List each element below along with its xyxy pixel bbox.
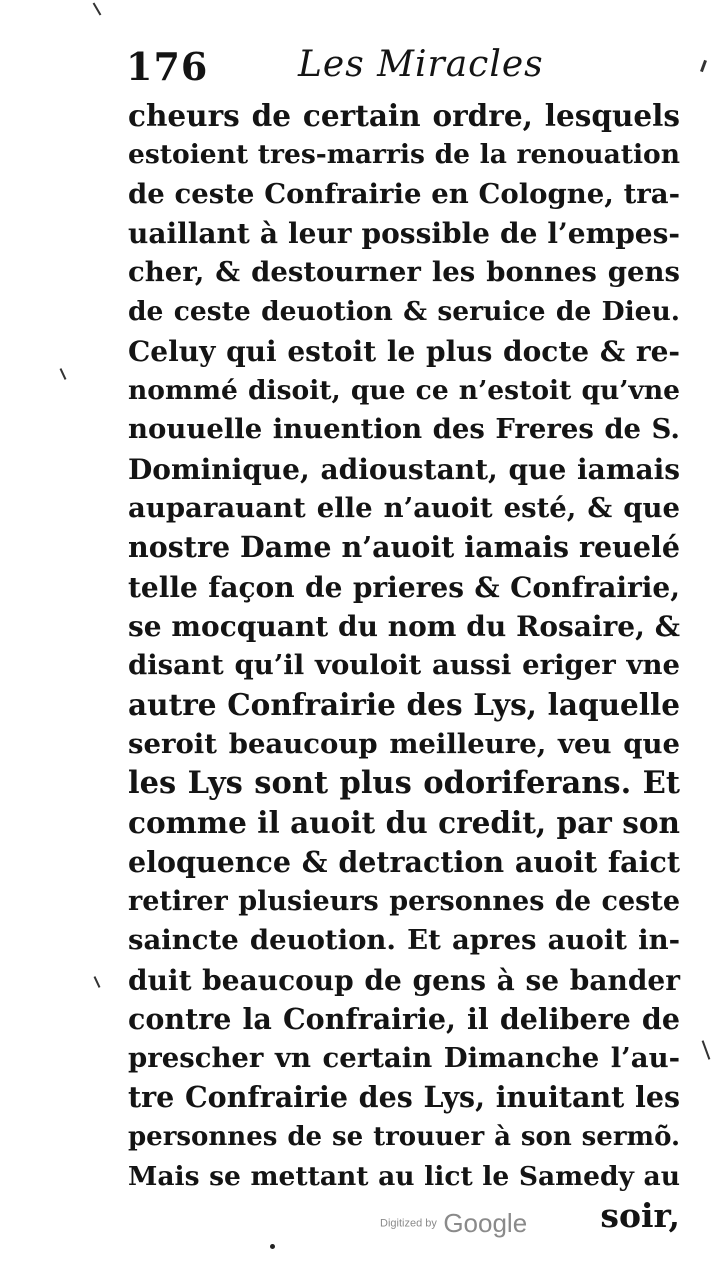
text-line: uaillant à leur possible de l’empes- [128,216,680,250]
running-title: Les Miracles [298,44,544,85]
text-line: comme il auoit du credit, par son [128,805,680,841]
scan-mark [94,976,101,988]
page-header [120,40,680,94]
text-line: nouuelle inuention des Freres de S. [128,413,680,446]
scan-speck [270,1244,275,1249]
text-line: disant qu’il vouloit aussi eriger vne [128,649,680,682]
text-line: Dominique, adioustant, que iamais [128,452,680,486]
text-line: de ceste Confrairie en Cologne, tra- [128,177,680,210]
text-line: nostre Dame n’auoit iamais reuelé [128,530,680,565]
watermark-prefix: Digitized by [380,1217,437,1230]
text-line: eloquence & detraction auoit faict [128,844,680,879]
scan-mark [60,368,67,380]
text-line: se mocquant du nom du Rosaire, & [128,609,680,643]
text-line: Mais se mettant au lict le Samedy au [128,1161,680,1193]
text-line: autre Confrairie des Lys, laquelle [128,687,680,723]
text-line: duit beaucoup de gens à se bander [128,963,680,997]
text-line: retirer plusieurs personnes de ceste [128,885,680,917]
text-line: seroit beaucoup meilleure, veu que [128,727,680,760]
watermark-brand: Google [443,1208,528,1238]
text-line: Celuy qui estoit le plus docte & re- [128,334,680,368]
text-line: les Lys sont plus odoriferans. Et [128,765,680,802]
text-line: telle façon de prieres & Confrairie, [128,570,680,604]
text-line: personnes de se trouuer à son sermõ. [128,1121,680,1152]
scan-mark [702,1040,711,1059]
catchword: soir, [600,1196,680,1236]
text-line: auparauant elle n’auoit esté, & que [128,491,680,524]
text-line: prescher vn certain Dimanche l’au- [128,1042,680,1075]
text-line: de ceste deuotion & seruice de Dieu. [128,296,680,328]
body-text [128,96,680,1236]
page-number: 176 [126,44,209,89]
scan-mark [700,60,707,72]
digitized-by-google-watermark [380,1208,527,1239]
text-line: cher, & destourner les bonnes gens [128,256,680,289]
scan-mark [93,2,102,15]
text-line: saincte deuotion. Et apres auoit in- [128,924,680,957]
text-line: contre la Confrairie, il delibere de [128,1001,680,1036]
text-line: tre Confrairie des Lys, inuitant les [128,1080,680,1115]
text-line: estoient tres-marris de la renouation [128,139,680,171]
text-line: nommé disoit, que ce n’estoit qu’vne [128,375,680,407]
text-line: cheurs de certain ordre, lesquels [128,98,680,133]
